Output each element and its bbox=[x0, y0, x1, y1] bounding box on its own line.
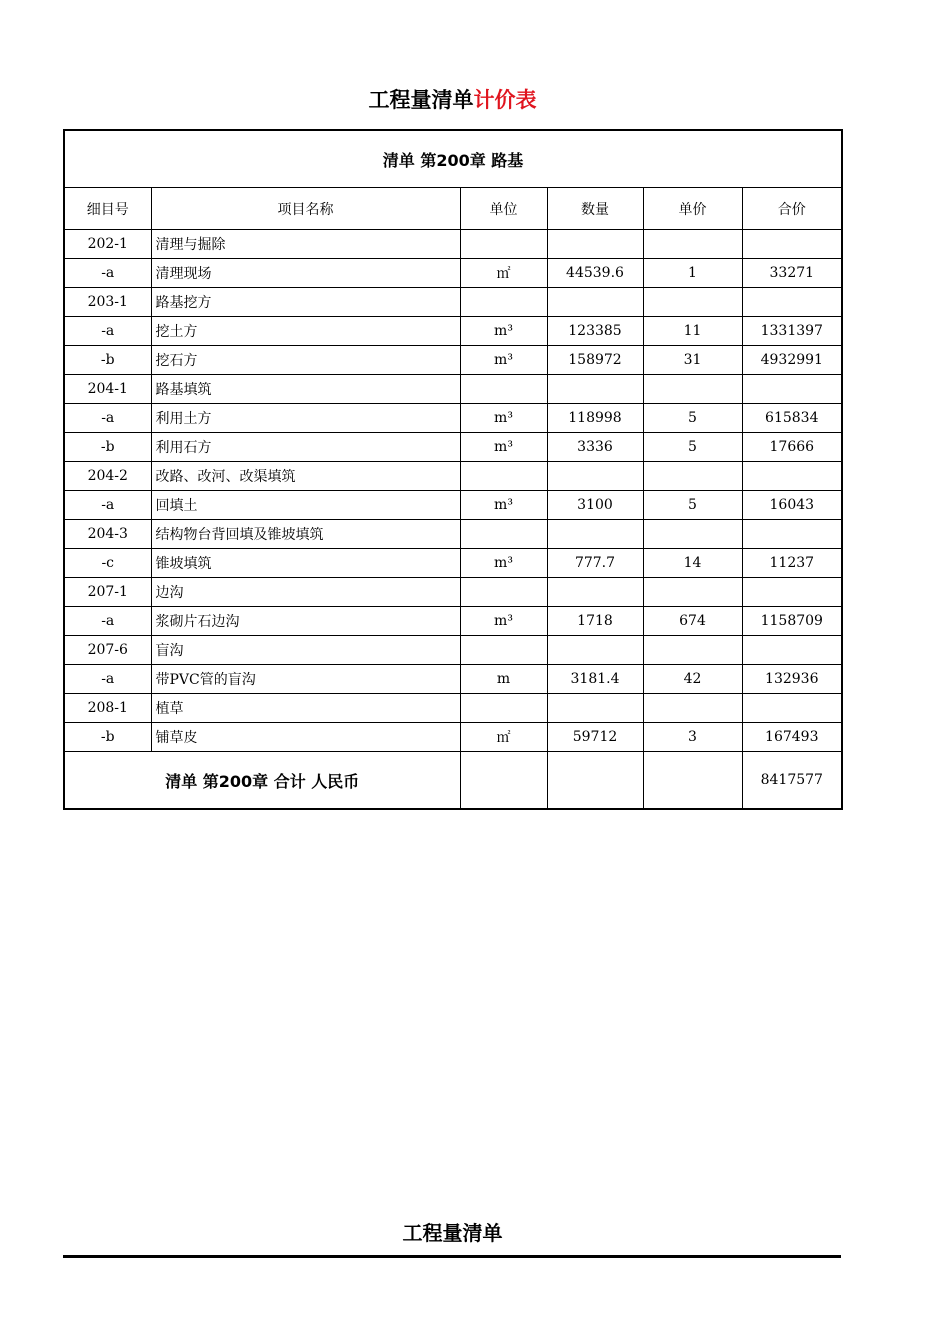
item-no-cell: 202-1 bbox=[64, 230, 151, 259]
unit-cell: m³ bbox=[460, 346, 547, 375]
table-row bbox=[64, 520, 842, 549]
unit-price-cell bbox=[643, 288, 742, 317]
unit-cell: m³ bbox=[460, 549, 547, 578]
table-row bbox=[64, 288, 842, 317]
amount-cell bbox=[742, 288, 842, 317]
total-empty-unit bbox=[460, 752, 547, 810]
amount-cell bbox=[742, 694, 842, 723]
unit-price-cell: 5 bbox=[643, 404, 742, 433]
quantity-cell bbox=[547, 578, 643, 607]
total-amount: 8417577 bbox=[742, 752, 842, 810]
item-no-cell: -a bbox=[64, 317, 151, 346]
table-row bbox=[64, 317, 842, 346]
quantity-cell: 59712 bbox=[547, 723, 643, 752]
unit-cell: m³ bbox=[460, 607, 547, 636]
header-unit: 单位 bbox=[460, 188, 547, 230]
item-name-cell: 利用土方 bbox=[151, 404, 460, 433]
table-row bbox=[64, 346, 842, 375]
amount-cell bbox=[742, 375, 842, 404]
item-no-cell: 204-2 bbox=[64, 462, 151, 491]
unit-cell bbox=[460, 520, 547, 549]
amount-cell bbox=[742, 636, 842, 665]
quantity-cell bbox=[547, 288, 643, 317]
unit-price-cell: 674 bbox=[643, 607, 742, 636]
quantity-cell: 777.7 bbox=[547, 549, 643, 578]
unit-cell bbox=[460, 375, 547, 404]
amount-cell: 1331397 bbox=[742, 317, 842, 346]
title-main: 工程量清单 bbox=[368, 88, 474, 112]
item-no-cell: 203-1 bbox=[64, 288, 151, 317]
unit-cell bbox=[460, 636, 547, 665]
table-row bbox=[64, 375, 842, 404]
item-name-cell: 挖土方 bbox=[151, 317, 460, 346]
header-amount: 合价 bbox=[742, 188, 842, 230]
amount-cell: 16043 bbox=[742, 491, 842, 520]
item-no-cell: -c bbox=[64, 549, 151, 578]
amount-cell: 132936 bbox=[742, 665, 842, 694]
item-no-cell: -b bbox=[64, 346, 151, 375]
item-name-cell: 植草 bbox=[151, 694, 460, 723]
table-row bbox=[64, 491, 842, 520]
item-name-cell: 清理现场 bbox=[151, 259, 460, 288]
amount-cell: 615834 bbox=[742, 404, 842, 433]
amount-cell: 1158709 bbox=[742, 607, 842, 636]
item-no-cell: 204-1 bbox=[64, 375, 151, 404]
chapter-header-row bbox=[64, 130, 842, 188]
item-name-cell: 结构物台背回填及锥坡填筑 bbox=[151, 520, 460, 549]
item-no-cell: 208-1 bbox=[64, 694, 151, 723]
quantity-cell: 158972 bbox=[547, 346, 643, 375]
unit-cell: m³ bbox=[460, 433, 547, 462]
unit-cell: ㎡ bbox=[460, 259, 547, 288]
unit-cell bbox=[460, 288, 547, 317]
unit-price-cell: 31 bbox=[643, 346, 742, 375]
header-item-name: 项目名称 bbox=[151, 188, 460, 230]
unit-cell: ㎡ bbox=[460, 723, 547, 752]
unit-cell bbox=[460, 230, 547, 259]
footer-rule bbox=[63, 1255, 841, 1258]
table-row bbox=[64, 433, 842, 462]
unit-price-cell: 1 bbox=[643, 259, 742, 288]
amount-cell: 4932991 bbox=[742, 346, 842, 375]
title-highlight: 计价表 bbox=[473, 88, 537, 112]
table-row bbox=[64, 607, 842, 636]
bill-table-body bbox=[64, 130, 842, 809]
quantity-cell: 3100 bbox=[547, 491, 643, 520]
unit-price-cell bbox=[643, 636, 742, 665]
item-name-cell: 浆砌片石边沟 bbox=[151, 607, 460, 636]
total-empty-quantity bbox=[547, 752, 643, 810]
quantity-cell bbox=[547, 636, 643, 665]
total-empty-price bbox=[643, 752, 742, 810]
item-no-cell: -a bbox=[64, 404, 151, 433]
table-row bbox=[64, 723, 842, 752]
table-row bbox=[64, 462, 842, 491]
table-row bbox=[64, 665, 842, 694]
item-no-cell: -a bbox=[64, 665, 151, 694]
table-row bbox=[64, 636, 842, 665]
bill-table bbox=[63, 129, 843, 810]
item-name-cell: 路基挖方 bbox=[151, 288, 460, 317]
amount-cell: 17666 bbox=[742, 433, 842, 462]
unit-cell: m³ bbox=[460, 404, 547, 433]
unit-cell: m bbox=[460, 665, 547, 694]
unit-price-cell: 5 bbox=[643, 491, 742, 520]
quantity-cell: 1718 bbox=[547, 607, 643, 636]
item-name-cell: 回填土 bbox=[151, 491, 460, 520]
table-row bbox=[64, 230, 842, 259]
unit-cell bbox=[460, 462, 547, 491]
table-row bbox=[64, 578, 842, 607]
item-name-cell: 盲沟 bbox=[151, 636, 460, 665]
item-no-cell: 204-3 bbox=[64, 520, 151, 549]
unit-price-cell: 42 bbox=[643, 665, 742, 694]
item-name-cell: 清理与掘除 bbox=[151, 230, 460, 259]
amount-cell: 33271 bbox=[742, 259, 842, 288]
item-no-cell: -b bbox=[64, 433, 151, 462]
unit-price-cell bbox=[643, 694, 742, 723]
quantity-cell bbox=[547, 375, 643, 404]
amount-cell: 11237 bbox=[742, 549, 842, 578]
quantity-cell: 118998 bbox=[547, 404, 643, 433]
unit-price-cell: 3 bbox=[643, 723, 742, 752]
table-row bbox=[64, 404, 842, 433]
total-row bbox=[64, 752, 842, 810]
unit-cell: m³ bbox=[460, 317, 547, 346]
unit-price-cell bbox=[643, 462, 742, 491]
amount-cell bbox=[742, 462, 842, 491]
unit-price-cell bbox=[643, 578, 742, 607]
amount-cell: 167493 bbox=[742, 723, 842, 752]
header-quantity: 数量 bbox=[547, 188, 643, 230]
amount-cell bbox=[742, 520, 842, 549]
item-name-cell: 带PVC管的盲沟 bbox=[151, 665, 460, 694]
column-header-row bbox=[64, 188, 842, 230]
header-unit-price: 单价 bbox=[643, 188, 742, 230]
item-name-cell: 利用石方 bbox=[151, 433, 460, 462]
unit-price-cell bbox=[643, 375, 742, 404]
unit-cell bbox=[460, 578, 547, 607]
item-no-cell: -a bbox=[64, 607, 151, 636]
item-name-cell: 改路、改河、改渠填筑 bbox=[151, 462, 460, 491]
quantity-cell bbox=[547, 230, 643, 259]
quantity-cell bbox=[547, 694, 643, 723]
item-no-cell: 207-1 bbox=[64, 578, 151, 607]
chapter-title: 清单 第200章 路基 bbox=[64, 130, 842, 188]
item-no-cell: -a bbox=[64, 259, 151, 288]
unit-price-cell: 11 bbox=[643, 317, 742, 346]
item-name-cell: 铺草皮 bbox=[151, 723, 460, 752]
table-row bbox=[64, 694, 842, 723]
item-no-cell: -b bbox=[64, 723, 151, 752]
table-row bbox=[64, 259, 842, 288]
quantity-cell bbox=[547, 462, 643, 491]
amount-cell bbox=[742, 230, 842, 259]
quantity-cell: 3336 bbox=[547, 433, 643, 462]
quantity-cell bbox=[547, 520, 643, 549]
footer-title: 工程量清单 bbox=[402, 1221, 503, 1245]
item-name-cell: 边沟 bbox=[151, 578, 460, 607]
item-no-cell: -a bbox=[64, 491, 151, 520]
quantity-cell: 3181.4 bbox=[547, 665, 643, 694]
amount-cell bbox=[742, 578, 842, 607]
unit-cell bbox=[460, 694, 547, 723]
item-no-cell: 207-6 bbox=[64, 636, 151, 665]
page-title bbox=[0, 84, 905, 114]
unit-price-cell bbox=[643, 230, 742, 259]
total-label: 清单 第200章 合计 人民币 bbox=[64, 752, 460, 810]
unit-cell: m³ bbox=[460, 491, 547, 520]
item-name-cell: 路基填筑 bbox=[151, 375, 460, 404]
item-name-cell: 挖石方 bbox=[151, 346, 460, 375]
unit-price-cell bbox=[643, 520, 742, 549]
item-name-cell: 锥坡填筑 bbox=[151, 549, 460, 578]
table-row bbox=[64, 549, 842, 578]
quantity-cell: 123385 bbox=[547, 317, 643, 346]
quantity-cell: 44539.6 bbox=[547, 259, 643, 288]
header-item-no: 细目号 bbox=[64, 188, 151, 230]
unit-price-cell: 5 bbox=[643, 433, 742, 462]
unit-price-cell: 14 bbox=[643, 549, 742, 578]
